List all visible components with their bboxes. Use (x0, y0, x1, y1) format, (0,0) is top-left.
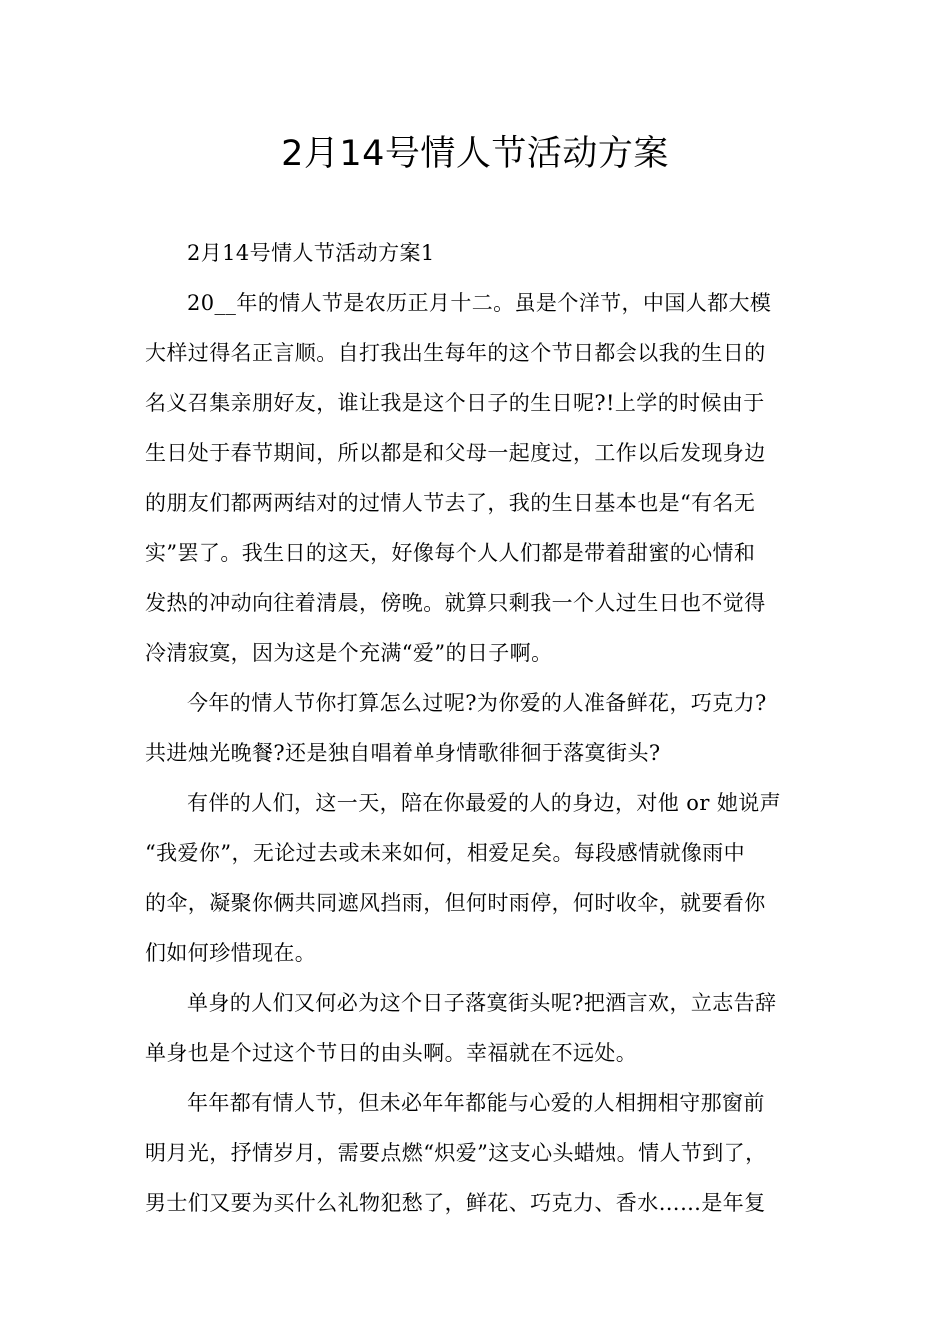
text-line: 生日处于春节期间，所以都是和父母一起度过，工作以后发现身边 (145, 441, 766, 465)
text-line: 男士们又要为买什么礼物犯愁了，鲜花、巧克力、香水……是年复 (145, 1191, 766, 1215)
subtitle-paragraph (145, 228, 821, 278)
document-body (145, 228, 821, 1228)
text-line: 今年的情人节你打算怎么过呢?为你爱的人准备鲜花，巧克力? (187, 691, 767, 715)
text-line: 的朋友们都两两结对的过情人节去了，我的生日基本也是“有名无 (145, 491, 756, 515)
text-line: 年年都有情人节，但未必年年都能与心爱的人相拥相守那窗前 (187, 1091, 765, 1115)
text-line: 单身也是个过这个节日的由头啊。幸福就在不远处。 (145, 1041, 638, 1065)
paragraph-4 (145, 978, 821, 1078)
paragraph-2 (145, 678, 821, 778)
text-line: 单身的人们又何必为这个日子落寞街头呢?把酒言欢，立志告辞 (187, 991, 777, 1015)
text-line: 有伴的人们，这一天，陪在你最爱的人的身边，对他 or 她说声 (187, 791, 782, 815)
text-line: 发热的冲动向往着清晨，傍晚。就算只剩我一个人过生日也不觉得 (145, 591, 766, 615)
subtitle-line: 2月14号情人节活动方案1 (187, 241, 435, 265)
text-line: 大样过得名正言顺。自打我出生每年的这个节日都会以我的生日的 (145, 341, 766, 365)
text-line: 的伞，凝聚你俩共同遮风挡雨，但何时雨停，何时收伞，就要看你 (145, 891, 766, 915)
text-line: 实”罢了。我生日的这天，好像每个人人们都是带着甜蜜的心情和 (145, 541, 756, 565)
text-line: 明月光，抒情岁月，需要点燃“炽爱”这支心头蜡烛。情人节到了， (145, 1141, 767, 1165)
paragraph-5 (145, 1078, 821, 1228)
text-line: “我爱你”，无论过去或未来如何，相爱足矣。每段感情就像雨中 (145, 841, 746, 865)
text-line: 共进烛光晚餐?还是独自唱着单身情歌徘徊于落寞街头? (145, 741, 661, 765)
paragraph-1 (145, 278, 821, 678)
text-line: 们如何珍惜现在。 (145, 941, 317, 965)
paragraph-3 (145, 778, 821, 978)
document-title: 2月14号情人节活动方案 (281, 134, 669, 174)
text-line: 冷清寂寞，因为这是个充满“爱”的日子啊。 (145, 641, 553, 665)
text-line: 20__年的情人节是农历正月十二。虽是个洋节，中国人都大模 (187, 291, 772, 315)
text-line: 名义召集亲朋好友，谁让我是这个日子的生日呢?!上学的时候由于 (145, 391, 765, 415)
